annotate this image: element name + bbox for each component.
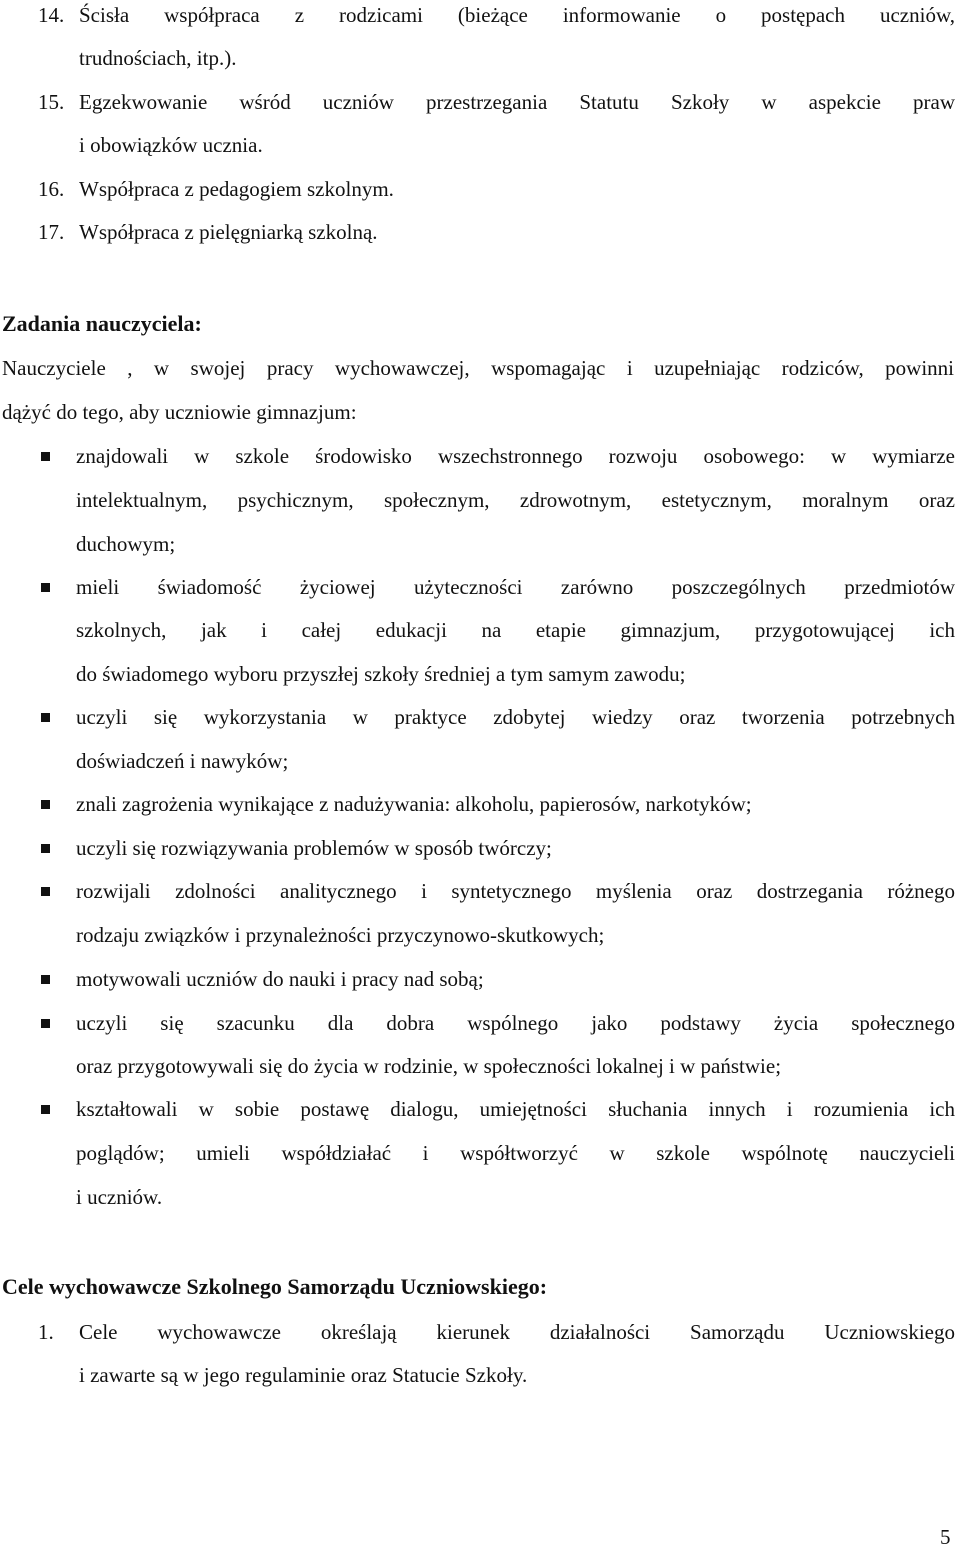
list-item-text: Ścisła współpraca z rodzicami (bieżące informowanie o postępach uczniów,	[79, 3, 955, 27]
bullet-text: motywowali uczniów do nauki i pracy nad sobą;	[76, 967, 484, 991]
bullet-text: uczyli się rozwiązywania problemów w sposób twórczy;	[76, 836, 552, 860]
list-number: 14.	[38, 3, 65, 27]
bullet-text: do świadomego wyboru przyszłej szkoły średniej a tym samym zawodu;	[76, 662, 686, 686]
bullet-text: kształtowali w sobie postawę dialogu, umiejętności słuchania innych i rozumienia ich	[76, 1097, 955, 1121]
list-item-text: i zawarte są w jego regulaminie oraz Statucie Szkoły.	[79, 1363, 528, 1387]
square-bullet-icon	[41, 844, 50, 853]
square-bullet-icon	[41, 1019, 50, 1028]
list-item-text: i obowiązków ucznia.	[79, 133, 263, 157]
list-number: 16.	[38, 177, 65, 201]
list-item-text: Egzekwowanie wśród uczniów przestrzegania Statutu Szkoły w aspekcie praw	[79, 90, 955, 114]
bullet-text: uczyli się wykorzystania w praktyce zdobytej wiedzy oraz tworzenia potrzebnych	[76, 705, 955, 729]
section-heading-zadania: Zadania nauczyciela:	[2, 311, 202, 336]
list-item-text: Cele wychowawcze określają kierunek działalności Samorządu Uczniowskiego	[79, 1320, 955, 1344]
square-bullet-icon	[41, 975, 50, 984]
intro-line: Nauczyciele , w swojej pracy wychowawczej, wspomagając i uzupełniając rodziców, powinni	[2, 356, 954, 380]
list-number: 15.	[38, 90, 65, 114]
bullet-text: mieli świadomość życiowej użyteczności zarówno poszczególnych przedmiotów	[76, 575, 955, 599]
bullet-text: i uczniów.	[76, 1185, 163, 1209]
square-bullet-icon	[41, 1105, 50, 1114]
square-bullet-icon	[41, 887, 50, 896]
square-bullet-icon	[41, 452, 50, 461]
bullet-text: znali zagrożenia wynikające z nadużywania: alkoholu, papierosów, narkotyków;	[76, 792, 752, 816]
page-number: 5	[940, 1525, 951, 1549]
bullet-text: duchowym;	[76, 532, 176, 556]
bullet-text: poglądów; umieli współdziałać i współtworzyć w szkole wspólnotę nauczycieli	[76, 1141, 955, 1165]
list-item-text: trudnościach, itp.).	[79, 46, 237, 70]
square-bullet-icon	[41, 800, 50, 809]
list-number: 1.	[38, 1320, 54, 1344]
bullet-text: znajdowali w szkole środowisko wszechstronnego rozwoju osobowego: w wymiarze	[76, 444, 955, 468]
list-item-text: Współpraca z pedagogiem szkolnym.	[79, 177, 394, 201]
bullet-text: rozwijali zdolności analitycznego i syntetycznego myślenia oraz dostrzegania różnego	[76, 879, 955, 903]
square-bullet-icon	[41, 713, 50, 722]
intro-line: dążyć do tego, aby uczniowie gimnazjum:	[2, 400, 357, 424]
list-item-text: Współpraca z pielęgniarką szkolną.	[79, 220, 378, 244]
bullet-text: oraz przygotowywali się do życia w rodzinie, w społeczności lokalnej i w państwie;	[76, 1054, 782, 1078]
square-bullet-icon	[41, 583, 50, 592]
list-number: 17.	[38, 220, 65, 244]
bullet-text: rodzaju związków i przynależności przyczynowo-skutkowych;	[76, 923, 605, 947]
bullet-text: intelektualnym, psychicznym, społecznym, zdrowotnym, estetycznym, moralnym oraz	[76, 488, 955, 512]
bullet-text: doświadczeń i nawyków;	[76, 749, 289, 773]
bullet-text: uczyli się szacunku dla dobra wspólnego jako podstawy życia społecznego	[76, 1011, 955, 1035]
bullet-text: szkolnych, jak i całej edukacji na etapie gimnazjum, przygotowującej ich	[76, 618, 955, 642]
section-heading-samorzad: Cele wychowawcze Szkolnego Samorządu Uczniowskiego:	[2, 1274, 548, 1299]
